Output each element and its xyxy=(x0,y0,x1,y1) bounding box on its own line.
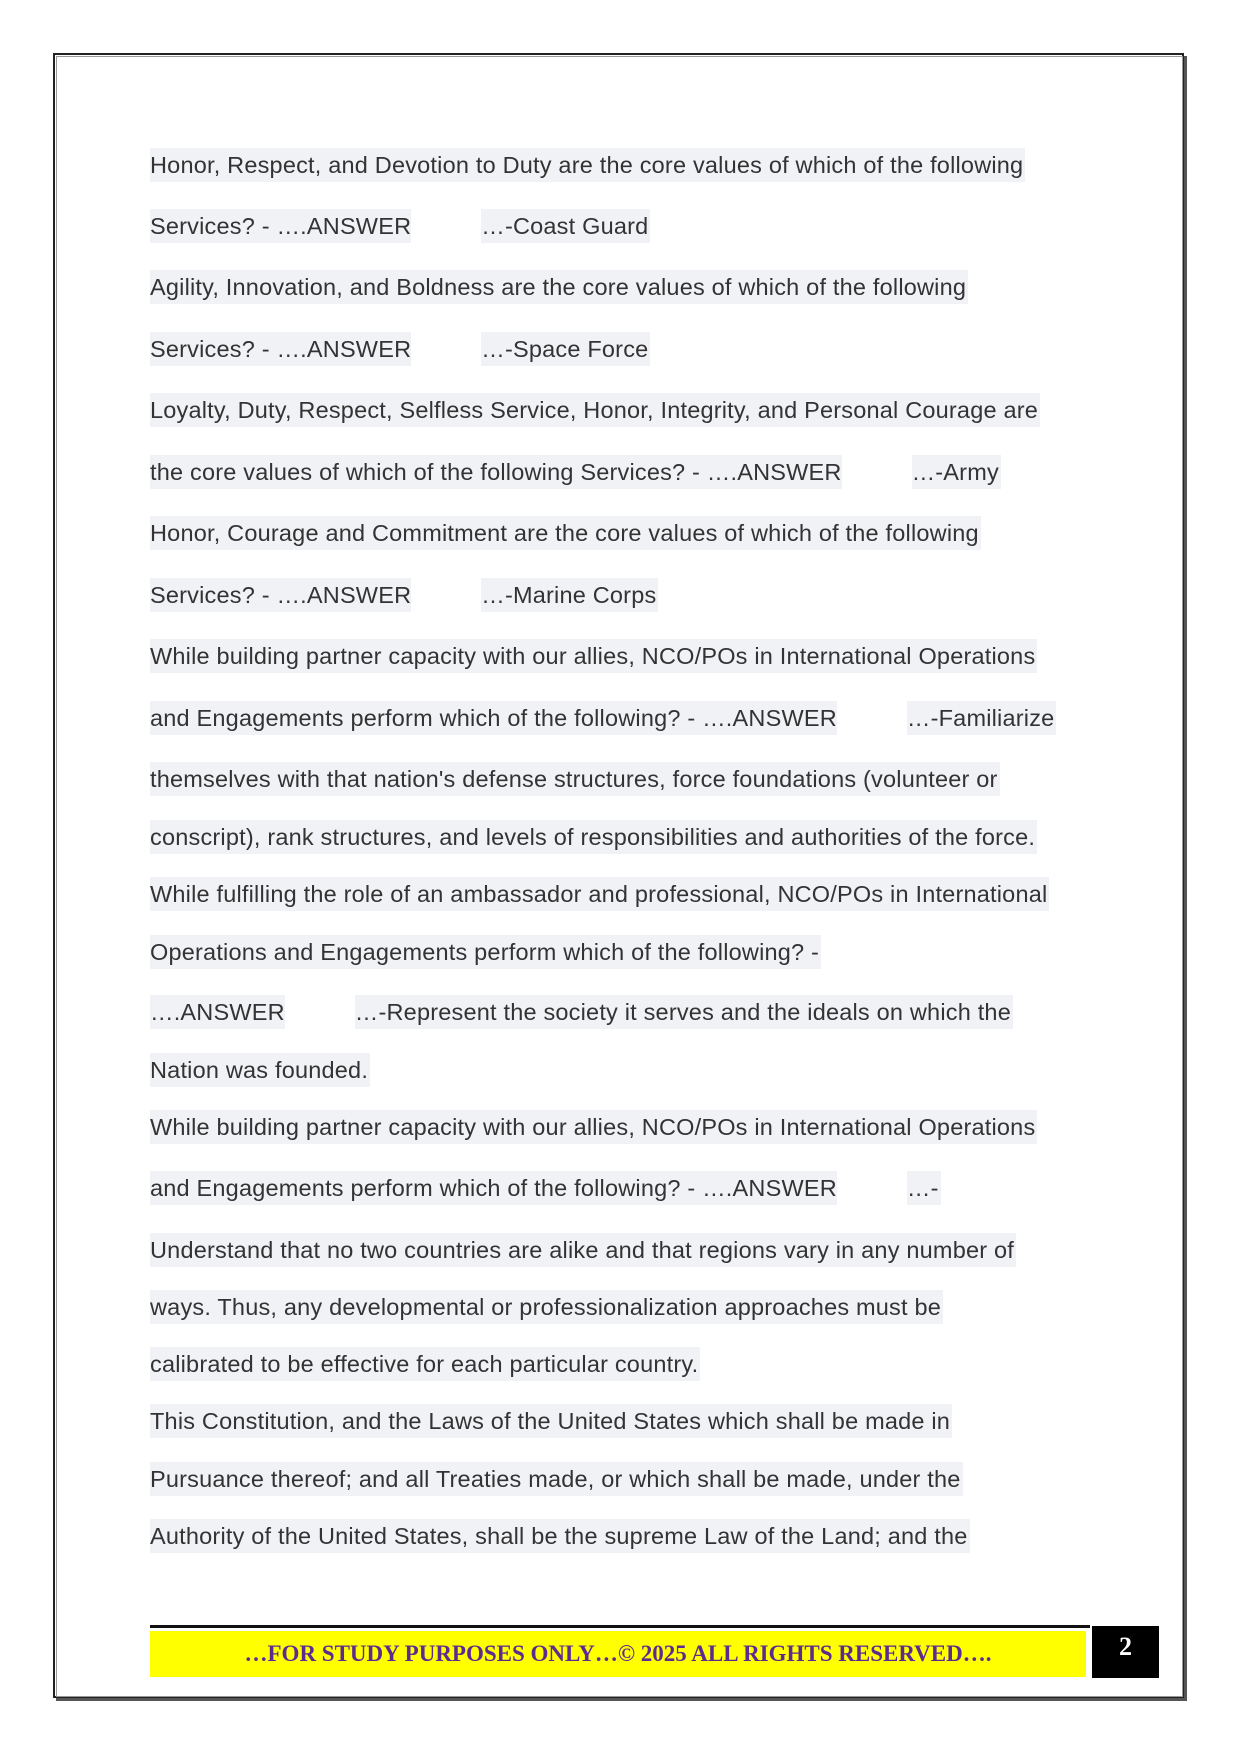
text-line xyxy=(150,332,650,366)
text-line: themselves with that nation's defense structures, force foundations (volunteer or xyxy=(150,762,1000,796)
text-line xyxy=(150,578,658,612)
text-line: While building partner capacity with our allies, NCO/POs in International Operations xyxy=(150,1110,1037,1144)
page-number: 2 xyxy=(1092,1626,1159,1678)
text-line: calibrated to be effective for each particular country. xyxy=(150,1347,700,1381)
footer-rule xyxy=(150,1625,1090,1628)
text-line: This Constitution, and the Laws of the United States which shall be made in xyxy=(150,1404,952,1438)
text-line: Understand that no two countries are alike and that regions vary in any number of xyxy=(150,1233,1016,1267)
answer-gap xyxy=(837,1171,907,1205)
text-line: While fulfilling the role of an ambassador and professional, NCO/POs in International xyxy=(150,877,1049,911)
text-line: While building partner capacity with our allies, NCO/POs in International Operations xyxy=(150,639,1037,673)
answer-text: …-Familiarize xyxy=(906,705,1055,731)
text-line: Authority of the United States, shall be the supreme Law of the Land; and the xyxy=(150,1519,970,1553)
question-text: Services? - ….ANSWER xyxy=(150,582,412,608)
text-line xyxy=(150,209,650,243)
answer-gap xyxy=(842,455,912,489)
text-line: Agility, Innovation, and Boldness are the core values of which of the following xyxy=(150,270,968,304)
text-line: Nation was founded. xyxy=(150,1053,370,1087)
answer-gap xyxy=(411,578,481,612)
answer-text: …-Space Force xyxy=(481,336,649,362)
answer-gap xyxy=(837,701,907,735)
text-line: Loyalty, Duty, Respect, Selfless Service, Honor, Integrity, and Personal Courage are xyxy=(150,393,1040,427)
text-line xyxy=(150,455,1001,489)
answer-gap xyxy=(411,209,481,243)
question-text: and Engagements perform which of the following? - ….ANSWER xyxy=(150,1175,837,1201)
text-line: conscript), rank structures, and levels of responsibilities and authorities of the force. xyxy=(150,820,1037,854)
text-line: Honor, Respect, and Devotion to Duty are the core values of which of the following xyxy=(150,148,1025,182)
text-line: Pursuance thereof; and all Treaties made, or which shall be made, under the xyxy=(150,1462,963,1496)
question-text: Services? - ….ANSWER xyxy=(150,336,412,362)
answer-text: …-Army xyxy=(911,459,999,485)
answer-text: …- xyxy=(906,1175,939,1201)
answer-gap xyxy=(411,332,481,366)
text-line: Operations and Engagements perform which of the following? - xyxy=(150,935,821,969)
answer-gap xyxy=(285,995,355,1029)
question-text: ….ANSWER xyxy=(150,999,285,1025)
text-line: Honor, Courage and Commitment are the core values of which of the following xyxy=(150,516,981,550)
question-text: the core values of which of the following Services? - ….ANSWER xyxy=(150,459,842,485)
text-line xyxy=(150,701,1056,735)
answer-text: …-Represent the society it serves and the ideals on which the xyxy=(354,999,1011,1025)
text-line: ways. Thus, any developmental or professionalization approaches must be xyxy=(150,1290,943,1324)
question-text: Services? - ….ANSWER xyxy=(150,213,412,239)
answer-text: …-Coast Guard xyxy=(481,213,649,239)
answer-text: …-Marine Corps xyxy=(481,582,657,608)
text-line xyxy=(150,1171,941,1205)
question-text: and Engagements perform which of the following? - ….ANSWER xyxy=(150,705,837,731)
footer-banner: …FOR STUDY PURPOSES ONLY…© 2025 ALL RIGHTS RESERVED…. xyxy=(150,1631,1086,1677)
text-line xyxy=(150,995,1013,1029)
